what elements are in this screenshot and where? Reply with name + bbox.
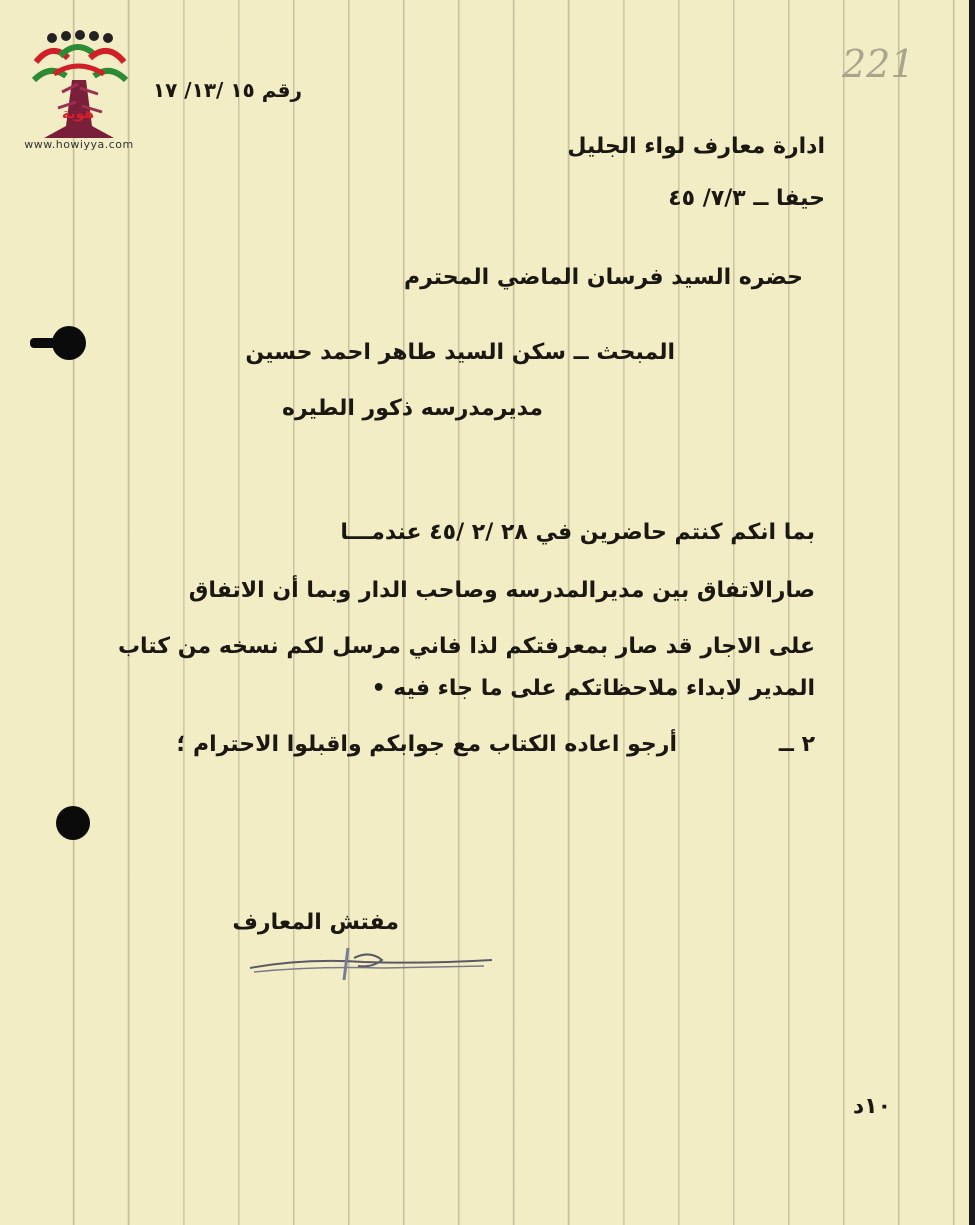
letter-addressee: حضره السيد فرسان الماضي المحترم bbox=[403, 265, 803, 290]
letter-footer-code: ١٠د bbox=[852, 1094, 891, 1119]
letter-body-line1: بما انكم كنتم حاضرين في ٢٨ /٢ /٤٥ عندمـــا bbox=[340, 520, 815, 545]
letter-signer: مفتش المعارف bbox=[232, 910, 399, 935]
letter-organization: ادارة معارف لواء الجليل bbox=[567, 134, 825, 159]
letter-subject-line2: مديرمدرسه ذكور الطيره bbox=[282, 396, 543, 421]
letter-item-number: ٢ ــ bbox=[778, 732, 815, 757]
letter-reference: رقم ١٥ /١٣/ ١٧ bbox=[152, 78, 302, 102]
letter-body-line3: على الاجار قد صار بمعرفتكم لذا فاني مرسل لكم نسخه من كتاب bbox=[117, 634, 815, 659]
svg-text:هوية: هوية bbox=[61, 106, 95, 122]
tree-logo-icon bbox=[14, 18, 144, 158]
letter-body-line2: صارالاتفاق بين مديرالمدرسه وصاحب الدار وبما أن الاتفاق bbox=[188, 578, 815, 603]
letter-subject-line1: المبحث ــ سكن السيد طاهر احمد حسين bbox=[245, 340, 675, 365]
logo-url: www.howiyya.com bbox=[24, 138, 134, 151]
signature-icon bbox=[244, 944, 504, 984]
scan-edge bbox=[969, 0, 975, 1225]
letter-body-line4: المدير لابداء ملاحظاتكم على ما جاء فيه • bbox=[371, 676, 815, 701]
letter-item-text: أرجو اعاده الكتاب مع جوابكم واقبلوا الاحترام ؛ bbox=[176, 732, 677, 757]
archive-number: 221 bbox=[842, 42, 915, 86]
punch-hole-tab bbox=[30, 338, 58, 348]
letter-place-date: حيفا ــ ٧/٣/ ٤٥ bbox=[668, 186, 825, 211]
punch-hole-bottom bbox=[56, 806, 90, 840]
